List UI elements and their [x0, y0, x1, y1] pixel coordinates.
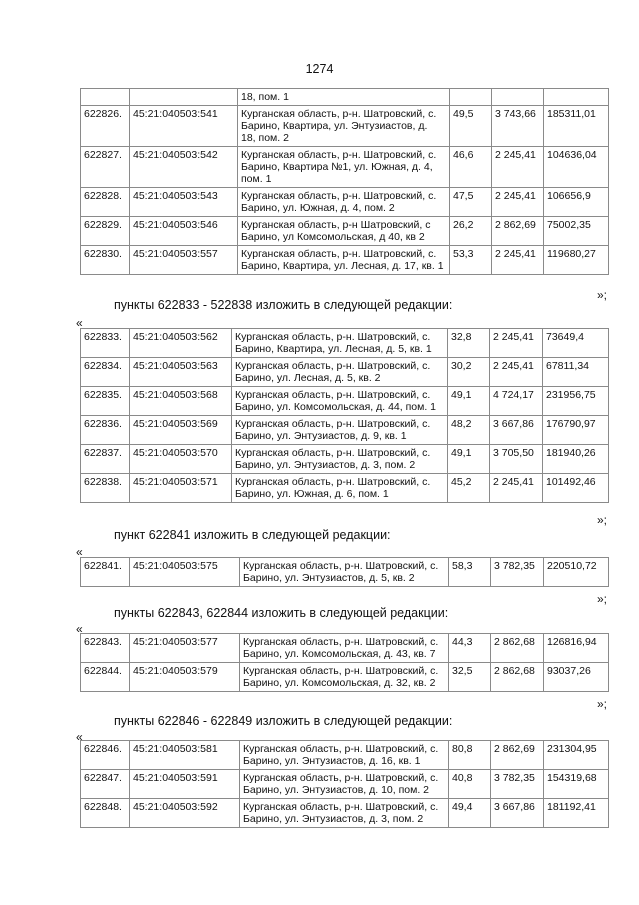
table-block-3 — [80, 633, 609, 692]
address-line: пом. 1 — [241, 173, 272, 185]
page-number: 1274 — [305, 62, 334, 76]
cadastral-number-cell: 45:21:040503:592 — [130, 799, 240, 828]
table-row — [81, 106, 609, 147]
row-number-cell: 622836. — [81, 416, 130, 445]
address-cell — [232, 387, 448, 416]
area-cell: 30,2 — [448, 358, 490, 387]
cadastral-number-cell: 45:21:040503:543 — [130, 188, 238, 217]
address-line: Барино, Квартира №1, ул. Южная, д. 4, — [241, 161, 433, 173]
address-cell — [240, 663, 449, 692]
rate-cell: 2 245,41 — [490, 358, 543, 387]
address-cell — [238, 246, 450, 275]
address-line: Барино, Квартира, ул. Лесная, д. 5, кв. 1 — [235, 343, 432, 355]
cadastral-value-cell: 93037,26 — [544, 663, 609, 692]
address-line: Курганская область, р-н Шатровский, с — [241, 219, 431, 231]
cadastral-number-cell: 45:21:040503:575 — [130, 558, 240, 587]
address-line: Барино, ул. Энтузиастов, д. 16, кв. 1 — [243, 755, 421, 767]
rate-cell: 3 667,86 — [490, 416, 543, 445]
cadastral-value-cell: 119680,27 — [544, 246, 609, 275]
paragraph-instruction: пункты 622843, 622844 изложить в следующей редакции: — [114, 606, 449, 620]
cadastral-value-cell: 75002,35 — [544, 217, 609, 246]
address-line: Курганская область, р-н. Шатровский, с. — [243, 665, 439, 677]
cadastral-number-cell: 45:21:040503:569 — [130, 416, 232, 445]
cadastral-value-cell: 220510,72 — [544, 558, 609, 587]
row-number-cell: 622827. — [81, 147, 130, 188]
address-line: Барино, ул. Комсомольская, д. 32, кв. 2 — [243, 677, 436, 689]
address-line: Курганская область, р-н. Шатровский, с. — [243, 772, 439, 784]
area-cell: 46,6 — [450, 147, 492, 188]
cadastral-number-cell: 45:21:040503:591 — [130, 770, 240, 799]
address-line: Курганская область, р-н. Шатровский, с. — [235, 331, 431, 343]
cadastral-number-cell: 45:21:040503:577 — [130, 634, 240, 663]
address-cell — [232, 329, 448, 358]
cadastral-value-cell: 73649,4 — [543, 329, 609, 358]
rate-cell — [492, 89, 544, 106]
address-cell — [232, 474, 448, 503]
table-row — [81, 741, 609, 770]
address-cell — [238, 188, 450, 217]
area-cell: 44,3 — [449, 634, 491, 663]
address-line: Курганская область, р-н. Шатровский, с. — [241, 149, 437, 161]
table-row — [81, 416, 609, 445]
row-number-cell: 622828. — [81, 188, 130, 217]
address-line: Барино, ул. Лесная, д. 5, кв. 2 — [235, 372, 381, 384]
address-line: Курганская область, р-н. Шатровский, с. — [235, 418, 431, 430]
address-line: Курганская область, р-н. Шатровский, с. — [241, 248, 437, 260]
cadastral-value-cell: 104636,04 — [544, 147, 609, 188]
area-cell: 48,2 — [448, 416, 490, 445]
row-number-cell: 622846. — [81, 741, 130, 770]
row-number-cell: 622833. — [81, 329, 130, 358]
address-line: Барино, ул Комсомольская, д 40, кв 2 — [241, 231, 425, 243]
address-line: Курганская область, р-н. Шатровский, с. — [241, 190, 437, 202]
table-block-2 — [80, 557, 609, 587]
row-number-cell: 622837. — [81, 445, 130, 474]
row-number-cell — [81, 89, 130, 106]
area-cell: 32,5 — [449, 663, 491, 692]
rate-cell: 2 862,68 — [491, 663, 544, 692]
address-line: Барино, ул. Энтузиастов, д. 10, пом. 2 — [243, 784, 430, 796]
address-cell — [240, 799, 449, 828]
cadastral-number-cell: 45:21:040503:562 — [130, 329, 232, 358]
address-cell — [240, 741, 449, 770]
address-line: Курганская область, р-н. Шатровский, с. — [243, 636, 439, 648]
area-cell: 49,1 — [448, 445, 490, 474]
address-line: Курганская область, р-н. Шатровский, с. — [243, 801, 439, 813]
address-line: 18, пом. 2 — [241, 132, 289, 144]
rate-cell: 2 245,41 — [492, 188, 544, 217]
row-number-cell: 622830. — [81, 246, 130, 275]
row-number-cell: 622834. — [81, 358, 130, 387]
address-line: Курганская область, р-н. Шатровский, с. — [243, 560, 439, 572]
area-cell: 26,2 — [450, 217, 492, 246]
address-cell — [240, 770, 449, 799]
rate-cell: 2 862,69 — [492, 217, 544, 246]
address-cell — [232, 358, 448, 387]
cadastral-value-cell: 106656,9 — [544, 188, 609, 217]
table-row — [81, 799, 609, 828]
address-line: Курганская область, р-н. Шатровский, с. — [235, 389, 431, 401]
table-row — [81, 770, 609, 799]
cadastral-value-cell: 176790,97 — [543, 416, 609, 445]
address-cell — [238, 147, 450, 188]
rate-cell: 4 724,17 — [490, 387, 543, 416]
area-cell: 53,3 — [450, 246, 492, 275]
address-cell — [238, 89, 450, 106]
address-line: 18, пом. 1 — [241, 91, 289, 103]
cadastral-value-cell: 231956,75 — [543, 387, 609, 416]
address-cell — [232, 445, 448, 474]
cadastral-value-cell: 231304,95 — [544, 741, 609, 770]
rate-cell: 2 862,69 — [491, 741, 544, 770]
rate-cell: 3 705,50 — [490, 445, 543, 474]
opening-quote: « — [76, 316, 83, 330]
rate-cell: 2 245,41 — [492, 246, 544, 275]
cadastral-value-cell: 101492,46 — [543, 474, 609, 503]
area-cell: 32,8 — [448, 329, 490, 358]
rate-cell: 2 245,41 — [490, 474, 543, 503]
area-cell: 80,8 — [449, 741, 491, 770]
rate-cell: 3 667,86 — [491, 799, 544, 828]
table-block-4 — [80, 740, 609, 828]
row-number-cell: 622844. — [81, 663, 130, 692]
cadastral-value-cell: 181192,41 — [544, 799, 609, 828]
table-row — [81, 246, 609, 275]
area-cell: 58,3 — [449, 558, 491, 587]
closing-quote: »; — [597, 288, 608, 302]
cadastral-value-cell: 67811,34 — [543, 358, 609, 387]
table-row — [81, 387, 609, 416]
address-line: Барино, ул. Комсомольская, д. 43, кв. 7 — [243, 648, 436, 660]
cadastral-number-cell: 45:21:040503:571 — [130, 474, 232, 503]
table-row — [81, 217, 609, 246]
address-line: Барино, Квартира, ул. Энтузиастов, д. — [241, 120, 428, 132]
address-line: Курганская область, р-н. Шатровский, с. — [241, 108, 437, 120]
row-number-cell: 622843. — [81, 634, 130, 663]
table-row — [81, 188, 609, 217]
address-line: Курганская область, р-н. Шатровский, с. — [235, 360, 431, 372]
cadastral-number-cell: 45:21:040503:581 — [130, 741, 240, 770]
address-line: Барино, ул. Энтузиастов, д. 3, пом. 2 — [235, 459, 416, 471]
table-row — [81, 445, 609, 474]
table-row — [81, 147, 609, 188]
table-row — [81, 329, 609, 358]
rate-cell: 2 245,41 — [492, 147, 544, 188]
cadastral-number-cell: 45:21:040503:541 — [130, 106, 238, 147]
table-row — [81, 474, 609, 503]
address-cell — [240, 558, 449, 587]
cadastral-value-cell: 126816,94 — [544, 634, 609, 663]
opening-quote: « — [76, 622, 83, 636]
row-number-cell: 622829. — [81, 217, 130, 246]
cadastral-number-cell: 45:21:040503:542 — [130, 147, 238, 188]
area-cell — [450, 89, 492, 106]
cadastral-number-cell: 45:21:040503:546 — [130, 217, 238, 246]
address-cell — [240, 634, 449, 663]
address-line: Барино, Квартира, ул. Лесная, д. 17, кв. 1 — [241, 260, 444, 272]
address-line: Барино, ул. Энтузиастов, д. 5, кв. 2 — [243, 572, 415, 584]
address-line: Курганская область, р-н. Шатровский, с. — [235, 476, 431, 488]
table-block-1 — [80, 328, 609, 503]
row-number-cell: 622841. — [81, 558, 130, 587]
address-cell — [238, 217, 450, 246]
table-row — [81, 558, 609, 587]
cadastral-number-cell: 45:21:040503:563 — [130, 358, 232, 387]
area-cell: 49,4 — [449, 799, 491, 828]
row-number-cell: 622826. — [81, 106, 130, 147]
closing-quote: »; — [597, 513, 608, 527]
address-line: Барино, ул. Южная, д. 6, пом. 1 — [235, 488, 389, 500]
cadastral-number-cell: 45:21:040503:568 — [130, 387, 232, 416]
table-row — [81, 634, 609, 663]
table-block-0 — [80, 88, 609, 275]
opening-quote: « — [76, 545, 83, 559]
rate-cell: 3 782,35 — [491, 558, 544, 587]
cadastral-value-cell: 181940,26 — [543, 445, 609, 474]
address-line: Барино, ул. Комсомольская, д. 44, пом. 1 — [235, 401, 437, 413]
row-number-cell: 622838. — [81, 474, 130, 503]
cadastral-number-cell: 45:21:040503:579 — [130, 663, 240, 692]
rate-cell: 2 862,68 — [491, 634, 544, 663]
area-cell: 49,1 — [448, 387, 490, 416]
paragraph-instruction: пункты 622846 - 622849 изложить в следующей редакции: — [114, 714, 453, 728]
address-line: Курганская область, р-н. Шатровский, с. — [243, 743, 439, 755]
area-cell: 45,2 — [448, 474, 490, 503]
row-number-cell: 622847. — [81, 770, 130, 799]
area-cell: 47,5 — [450, 188, 492, 217]
cadastral-value-cell: 154319,68 — [544, 770, 609, 799]
rate-cell: 3 743,66 — [492, 106, 544, 147]
cadastral-value-cell — [544, 89, 609, 106]
cadastral-value-cell: 185311,01 — [544, 106, 609, 147]
address-cell — [238, 106, 450, 147]
address-line: Барино, ул. Энтузиастов, д. 3, пом. 2 — [243, 813, 424, 825]
cadastral-number-cell — [130, 89, 238, 106]
address-line: Барино, ул. Энтузиастов, д. 9, кв. 1 — [235, 430, 407, 442]
table-row — [81, 89, 609, 106]
table-row — [81, 663, 609, 692]
paragraph-instruction: пункты 622833 - 522838 изложить в следующей редакции: — [114, 298, 453, 312]
row-number-cell: 622835. — [81, 387, 130, 416]
area-cell: 49,5 — [450, 106, 492, 147]
address-line: Курганская область, р-н. Шатровский, с. — [235, 447, 431, 459]
area-cell: 40,8 — [449, 770, 491, 799]
table-row — [81, 358, 609, 387]
row-number-cell: 622848. — [81, 799, 130, 828]
rate-cell: 2 245,41 — [490, 329, 543, 358]
rate-cell: 3 782,35 — [491, 770, 544, 799]
closing-quote: »; — [597, 592, 608, 606]
address-line: Барино, ул. Южная, д. 4, пом. 2 — [241, 202, 395, 214]
closing-quote: »; — [597, 697, 608, 711]
cadastral-number-cell: 45:21:040503:570 — [130, 445, 232, 474]
paragraph-instruction: пункт 622841 изложить в следующей редакции: — [114, 528, 391, 542]
cadastral-number-cell: 45:21:040503:557 — [130, 246, 238, 275]
opening-quote: « — [76, 730, 83, 744]
address-cell — [232, 416, 448, 445]
